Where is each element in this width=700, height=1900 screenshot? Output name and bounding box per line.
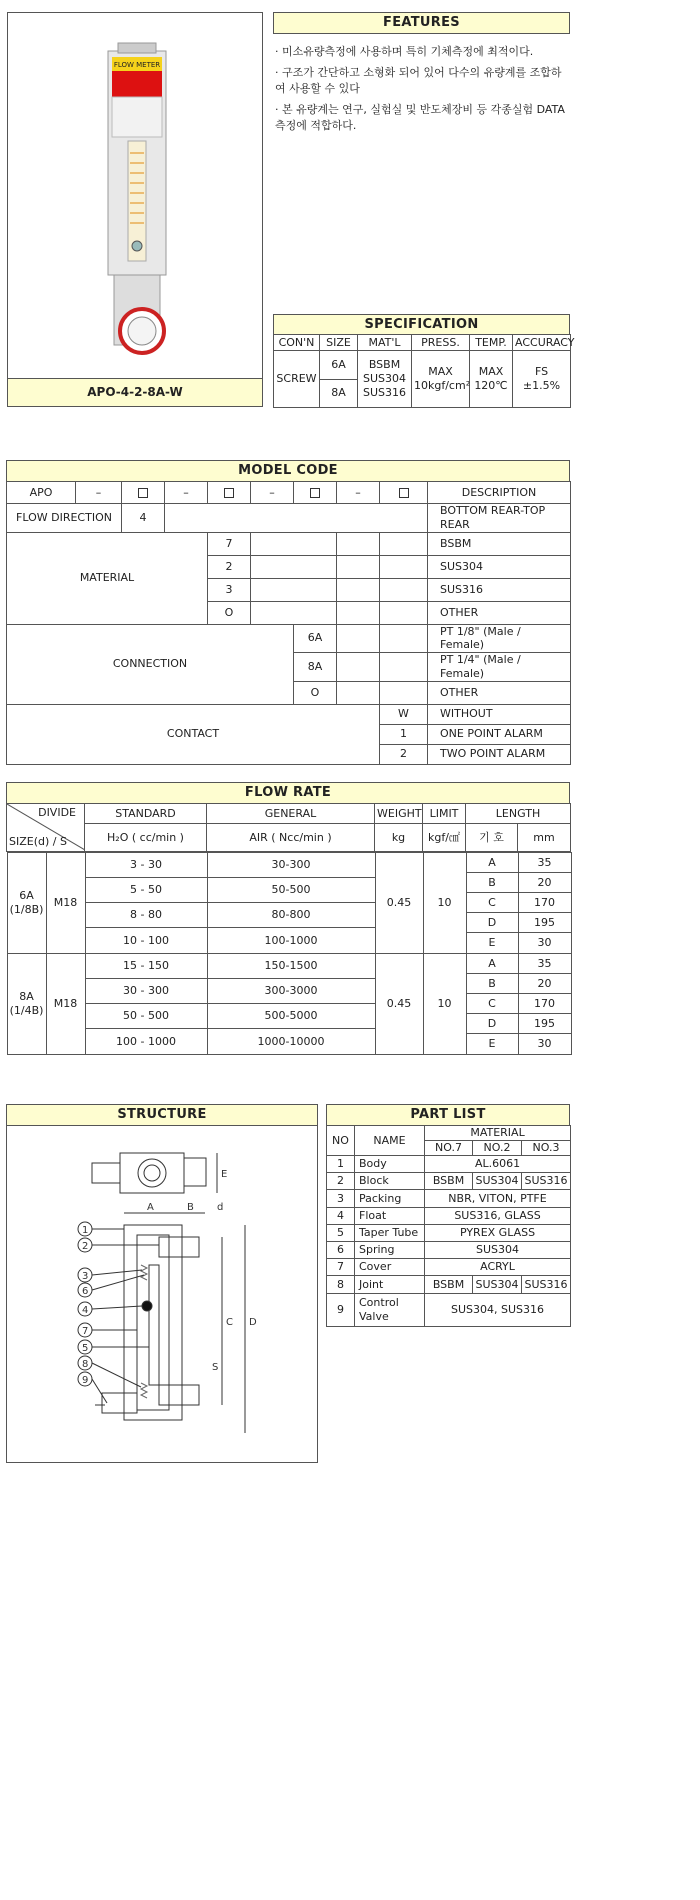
flow-h2o: 5 - 50 — [85, 878, 207, 903]
feature-item: · 미소유량측정에 사용하며 특히 기체측정에 최적이다. — [275, 45, 534, 58]
model-code: 7 — [208, 532, 251, 555]
flow-len-mm: 170 — [518, 893, 571, 913]
flow-s: M18 — [46, 954, 85, 1055]
spec-press: MAX 10kgf/cm² — [412, 351, 470, 408]
part-material: SUS304 — [473, 1276, 522, 1293]
flow-limit: 10 — [423, 853, 466, 954]
flow-h-divide: DIVIDE — [38, 806, 76, 819]
part-material: SUS304 — [473, 1173, 522, 1190]
model-h-dash: – — [76, 482, 122, 504]
label-top: FLOW METER — [113, 61, 161, 69]
dim-label: A — [147, 1202, 154, 1213]
flow-divide-cell — [7, 804, 85, 852]
flow-meter-image — [8, 13, 262, 378]
flow-h-mm: mm — [518, 824, 571, 852]
spec-h-matl: MAT'L — [358, 335, 412, 351]
flow-air: 1000-10000 — [207, 1029, 375, 1055]
spec-conn: SCREW — [274, 351, 320, 408]
part-no: 3 — [327, 1190, 355, 1207]
model-desc: OTHER — [428, 681, 571, 704]
flow-h2o: 10 - 100 — [85, 928, 207, 954]
model-desc: OTHER — [428, 601, 571, 624]
product-panel — [7, 12, 263, 407]
spec-size: 6A — [320, 351, 358, 380]
flow-limit: 10 — [423, 954, 466, 1055]
model-code: 6A — [294, 624, 337, 653]
spec-h-conn: CON'N — [274, 335, 320, 351]
part-no: 2 — [327, 1173, 355, 1190]
model-desc: PT 1/4" (Male / Female) — [428, 653, 571, 682]
balloon-number: 5 — [82, 1343, 89, 1354]
feature-item: · 본 유량계는 연구, 실험실 및 반도체장비 등 각종실험 DATA 측정에 적합하다. — [275, 103, 565, 132]
flow-h2o: 100 - 1000 — [85, 1029, 207, 1055]
model-h-dash: – — [165, 482, 208, 504]
balloon-number: 4 — [82, 1305, 89, 1316]
spec-h-size: SIZE — [320, 335, 358, 351]
model-code: 1 — [380, 724, 428, 744]
flow-h2o: 30 - 300 — [85, 979, 207, 1004]
model-desc: SUS316 — [428, 578, 571, 601]
part-material: BSBM — [425, 1276, 473, 1293]
part-material: SUS304, SUS316 — [425, 1293, 571, 1326]
flow-h-kg: kg — [375, 824, 423, 852]
model-h-dash: – — [337, 482, 380, 504]
flow-len-sym: C — [466, 893, 518, 913]
flow-h-kgf: kgf/㎠ — [423, 824, 466, 852]
model-h-box — [294, 482, 337, 504]
model-code: 3 — [208, 578, 251, 601]
parts-title: PART LIST — [326, 1104, 570, 1126]
model-h-apo: APO — [7, 482, 76, 504]
balloon-number: 7 — [82, 1326, 89, 1337]
flow-h2o: 8 - 80 — [85, 903, 207, 928]
features-title: FEATURES — [273, 12, 570, 34]
model-code: O — [294, 681, 337, 704]
flow-len-sym: E — [466, 933, 518, 954]
model-desc: ONE POINT ALARM — [428, 724, 571, 744]
part-material: SUS316 — [522, 1276, 571, 1293]
flow-h-limit: LIMIT — [423, 804, 466, 824]
flow-len-sym: C — [466, 994, 518, 1014]
features-list — [275, 44, 570, 134]
flow-air: 500-5000 — [207, 1004, 375, 1029]
model-contact-label: CONTACT — [7, 704, 380, 764]
balloon-number: 3 — [82, 1271, 89, 1282]
flow-h-symbol: 기 호 — [466, 824, 518, 852]
part-no: 7 — [327, 1259, 355, 1276]
model-desc: PT 1/8" (Male / Female) — [428, 624, 571, 653]
model-code: 2 — [208, 555, 251, 578]
model-desc: BSBM — [428, 532, 571, 555]
parts-h-mat: NO.3 — [522, 1141, 571, 1156]
product-caption: APO-4-2-8A-W — [8, 378, 262, 406]
flow-air: 300-3000 — [207, 979, 375, 1004]
model-desc: SUS304 — [428, 555, 571, 578]
flow-h-h2o: H₂O ( cc/min ) — [85, 824, 207, 852]
part-no: 1 — [327, 1156, 355, 1173]
model-desc: TWO POINT ALARM — [428, 744, 571, 764]
parts-h-mat: NO.7 — [425, 1141, 473, 1156]
dim-label: D — [249, 1317, 257, 1328]
flow-title: FLOW RATE — [6, 782, 570, 804]
part-no: 5 — [327, 1224, 355, 1241]
flow-size: 6A (1/8B) — [7, 853, 46, 954]
part-material: SUS304 — [425, 1242, 571, 1259]
dim-label: E — [221, 1169, 228, 1180]
part-name: Control Valve — [355, 1293, 425, 1326]
part-material: PYREX GLASS — [425, 1224, 571, 1241]
flow-h2o: 50 - 500 — [85, 1004, 207, 1029]
dim-label: S — [212, 1362, 219, 1373]
flow-len-sym: B — [466, 873, 518, 893]
spec-size: 8A — [320, 379, 358, 408]
part-material: NBR, VITON, PTFE — [425, 1190, 571, 1207]
part-material: AL.6061 — [425, 1156, 571, 1173]
model-h-box — [122, 482, 165, 504]
balloon-number: 9 — [82, 1375, 89, 1386]
parts-h-name: NAME — [355, 1126, 425, 1156]
flow-h2o: 3 - 30 — [85, 853, 207, 878]
flow-weight: 0.45 — [375, 954, 423, 1055]
flow-len-mm: 20 — [518, 974, 571, 994]
part-material: SUS316 — [522, 1173, 571, 1190]
flow-len-sym: A — [466, 853, 518, 873]
dim-label: d — [217, 1202, 224, 1213]
part-name: Body — [355, 1156, 425, 1173]
flow-len-mm: 20 — [518, 873, 571, 893]
model-flow-label: FLOW DIRECTION — [7, 504, 122, 533]
part-name: Joint — [355, 1276, 425, 1293]
flow-h2o: 15 - 150 — [85, 954, 207, 979]
flow-h-general: GENERAL — [207, 804, 375, 824]
balloon-number: 6 — [82, 1286, 89, 1297]
structure-title: STRUCTURE — [6, 1104, 318, 1126]
part-no: 8 — [327, 1276, 355, 1293]
structure-drawing — [7, 1125, 317, 1461]
spec-table — [273, 334, 575, 408]
flow-air: 30-300 — [207, 853, 375, 878]
flow-len-mm: 30 — [518, 1034, 571, 1055]
spec-temp: MAX 120℃ — [470, 351, 513, 408]
parts-h-material: MATERIAL — [425, 1126, 571, 1141]
part-name: Taper Tube — [355, 1224, 425, 1241]
model-flow-code: 4 — [122, 504, 165, 533]
model-code: 2 — [380, 744, 428, 764]
dim-label: C — [226, 1317, 233, 1328]
part-balloons — [78, 1222, 159, 1403]
part-material: SUS316, GLASS — [425, 1207, 571, 1224]
flow-len-mm: 35 — [518, 954, 571, 974]
part-no: 4 — [327, 1207, 355, 1224]
part-name: Spring — [355, 1242, 425, 1259]
flow-len-sym: D — [466, 913, 518, 933]
balloon-number: 8 — [82, 1359, 89, 1370]
part-no: 6 — [327, 1242, 355, 1259]
part-no: 9 — [327, 1293, 355, 1326]
flow-h-size: SIZE(d) / S — [9, 835, 67, 849]
flow-h-standard: STANDARD — [85, 804, 207, 824]
model-code: O — [208, 601, 251, 624]
flow-air: 80-800 — [207, 903, 375, 928]
model-h-box — [208, 482, 251, 504]
parts-table — [326, 1125, 570, 1327]
flow-len-sym: E — [466, 1034, 518, 1055]
dim-label: B — [187, 1202, 194, 1213]
flow-air: 150-1500 — [207, 954, 375, 979]
flow-size: 8A (1/4B) — [7, 954, 46, 1055]
flow-h-weight: WEIGHT — [375, 804, 423, 824]
flow-table — [6, 803, 570, 1053]
flow-len-mm: 30 — [518, 933, 571, 954]
model-title: MODEL CODE — [6, 460, 570, 482]
model-material-label: MATERIAL — [7, 532, 208, 624]
spec-title: SPECIFICATION — [273, 314, 570, 335]
flow-s: M18 — [46, 853, 85, 954]
flow-h-length: LENGTH — [466, 804, 571, 824]
part-name: Cover — [355, 1259, 425, 1276]
balloon-number: 1 — [82, 1225, 89, 1236]
model-h-box — [380, 482, 428, 504]
flow-len-sym: D — [466, 1014, 518, 1034]
feature-item: · 구조가 간단하고 소형화 되어 있어 다수의 유량계를 조합하여 사용할 수 있다 — [275, 66, 562, 95]
model-flow-desc: BOTTOM REAR-TOP REAR — [428, 504, 571, 533]
model-table — [6, 481, 570, 761]
flow-len-sym: A — [466, 954, 518, 974]
part-name: Packing — [355, 1190, 425, 1207]
part-material: BSBM — [425, 1173, 473, 1190]
flow-air: 50-500 — [207, 878, 375, 903]
part-name: Block — [355, 1173, 425, 1190]
spec-material: BSBM SUS304 SUS316 — [358, 351, 412, 408]
flow-weight: 0.45 — [375, 853, 423, 954]
flow-len-mm: 35 — [518, 853, 571, 873]
model-desc: WITHOUT — [428, 704, 571, 724]
part-name: Float — [355, 1207, 425, 1224]
model-code: 8A — [294, 653, 337, 682]
structure-panel — [6, 1125, 318, 1463]
model-connection-label: CONNECTION — [7, 624, 294, 704]
flow-len-sym: B — [466, 974, 518, 994]
parts-h-mat: NO.2 — [473, 1141, 522, 1156]
spec-h-press: PRESS. — [412, 335, 470, 351]
model-code: W — [380, 704, 428, 724]
flow-len-mm: 170 — [518, 994, 571, 1014]
flow-len-mm: 195 — [518, 913, 571, 933]
flow-len-mm: 195 — [518, 1014, 571, 1034]
balloon-number: 2 — [82, 1241, 89, 1252]
parts-h-no: NO — [327, 1126, 355, 1156]
part-material: ACRYL — [425, 1259, 571, 1276]
flow-air: 100-1000 — [207, 928, 375, 954]
flow-h-air: AIR ( Ncc/min ) — [207, 824, 375, 852]
model-h-desc: DESCRIPTION — [428, 482, 571, 504]
spec-h-accuracy: ACCURACY — [513, 335, 571, 351]
spec-accuracy: FS ±1.5% — [513, 351, 571, 408]
spec-h-temp: TEMP. — [470, 335, 513, 351]
model-h-dash: – — [251, 482, 294, 504]
